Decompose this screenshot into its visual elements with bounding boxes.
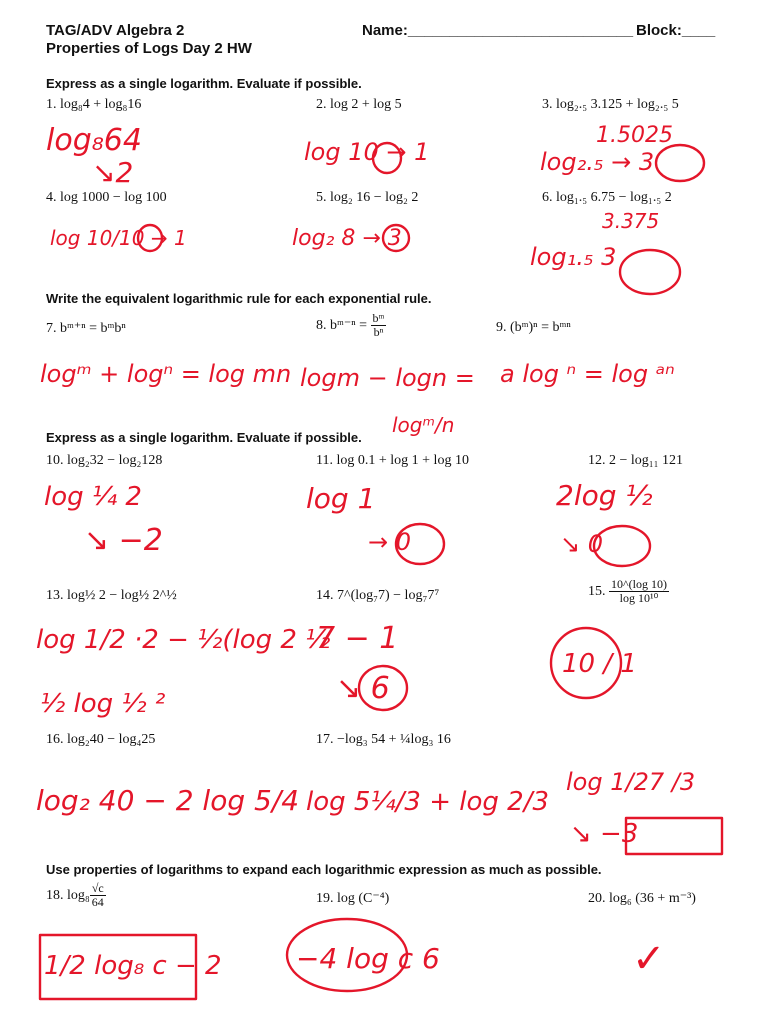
answer-20-check: ✓ <box>632 936 666 982</box>
answer-17-box <box>626 818 722 854</box>
problem-13: 13. log½ 2 − log½ 2^½ <box>46 588 177 603</box>
problem-17: 17. −log₃ 54 + ¼log₃ 16 <box>316 732 451 747</box>
answer-3-circle <box>656 145 704 181</box>
answer-1-result: ↘2 <box>92 156 134 189</box>
answer-8-result: logᵐ/n <box>392 413 455 437</box>
problem-1: 1. log₈4 + log₈16 <box>46 97 142 112</box>
section-2-instructions: Write the equivalent logarithmic rule for each exponential rule. <box>46 291 432 306</box>
answer-15-circle <box>551 628 621 698</box>
answer-6-work: 3.375 <box>602 209 660 233</box>
answer-14-circle <box>359 666 407 710</box>
answer-17-result: ↘ −3 <box>570 819 639 849</box>
name-field[interactable]: Name:___________________________ <box>362 22 634 39</box>
answer-8: logm − logn = <box>300 364 475 392</box>
answer-11-result: → 0 <box>368 528 412 556</box>
assignment-title: Properties of Logs Day 2 HW <box>46 40 252 57</box>
answer-11: log 1 <box>306 482 376 515</box>
problem-9: 9. (bᵐ)ⁿ = bᵐⁿ <box>496 320 571 335</box>
problem-10: 10. log₂32 − log₂128 <box>46 453 163 468</box>
problem-3: 3. log₂.₅ 3.125 + log₂.₅ 5 <box>542 97 679 112</box>
problem-5: 5. log₂ 16 − log₂ 2 <box>316 190 419 205</box>
answer-12-result: ↘ 0 <box>560 530 604 558</box>
answer-11-circle <box>396 524 444 564</box>
answer-16: log₂ 40 − 2 log 5/4 <box>36 784 300 817</box>
problem-19: 19. log (C⁻⁴) <box>316 891 390 906</box>
answer-19-circle <box>287 919 407 991</box>
answer-10: log ¼ 2 <box>44 482 142 512</box>
answer-17-work: log 1/27 /3 <box>566 768 696 796</box>
problem-8: 8. bᵐ⁻ⁿ = $\frac{\text{bᵐ}}{\text{bⁿ}}$ <box>316 311 385 340</box>
answer-17: log 5¼/3 + log 2/3 <box>306 787 550 817</box>
answer-19: −4 log c 6 <box>296 942 440 975</box>
answer-12: 2log ½ <box>556 479 653 512</box>
problem-15: 15. $\frac{10\^{}(\log 10)}{\text{log 10¹⁰}}$ <box>588 577 667 606</box>
problem-12: 12. 2 − log₁₁ 121 <box>588 453 684 468</box>
answer-5: log₂ 8 → 3 <box>292 226 402 251</box>
answer-14-result: ↘ 6 <box>336 671 390 706</box>
answer-15: 10 / 1 <box>562 649 637 679</box>
problem-7: 7. bᵐ⁺ⁿ = bᵐbⁿ <box>46 321 126 336</box>
answer-14: 7 − 1 <box>316 621 399 656</box>
answer-2-circle <box>373 143 401 173</box>
answer-6: log₁.₅ 3 <box>530 243 617 271</box>
section-4-instructions: Use properties of logarithms to expand each logarithmic expression as much as possible. <box>46 862 602 877</box>
problem-11: 11. log 0.1 + log 1 + log 10 <box>316 453 469 468</box>
answer-13-result: ½ log ½ ² <box>40 689 166 719</box>
answer-10-result: ↘ −2 <box>84 523 163 558</box>
answer-3: log₂.₅ → 3 <box>540 148 655 176</box>
problem-16: 16. log₂40 − log₄25 <box>46 732 156 747</box>
block-field[interactable]: Block:____ <box>636 22 716 39</box>
problem-20: 20. log₆ (36 + m⁻³) <box>588 891 696 906</box>
answer-18-box <box>40 935 196 999</box>
problem-18: 18. log₈ $\frac{√c}{64}$ <box>46 881 104 910</box>
answer-3-work: 1.5025 <box>596 123 673 148</box>
problem-6: 6. log₁.₅ 6.75 − log₁.₅ 2 <box>542 190 672 205</box>
answer-6-circle <box>620 250 680 294</box>
course-title: TAG/ADV Algebra 2 <box>46 22 185 39</box>
answer-2: log 10 → 1 <box>304 138 430 166</box>
section-3-instructions: Express as a single logarithm. Evaluate if possible. <box>46 430 362 445</box>
answer-7: logᵐ + logⁿ = log mn <box>40 360 292 388</box>
answer-5-circle <box>383 225 409 251</box>
problem-14: 14. 7^(log₇7) − log₇7⁷ <box>316 588 440 603</box>
section-1-instructions: Express as a single logarithm. Evaluate if possible. <box>46 76 362 91</box>
answer-18: 1/2 log₈ c − 2 <box>44 951 222 981</box>
answer-4: log 10/10 → 1 <box>50 226 187 250</box>
problem-4: 4. log 1000 − log 100 <box>46 190 167 205</box>
answer-1: log₈64 <box>46 123 142 158</box>
answer-9: a log ⁿ = log ᵃⁿ <box>500 360 675 388</box>
answer-4-circle <box>138 225 162 251</box>
problem-2: 2. log 2 + log 5 <box>316 97 402 112</box>
answer-13: log 1/2 ·2 − ½(log 2 ½ <box>36 625 331 655</box>
answer-12-circle <box>594 526 650 566</box>
